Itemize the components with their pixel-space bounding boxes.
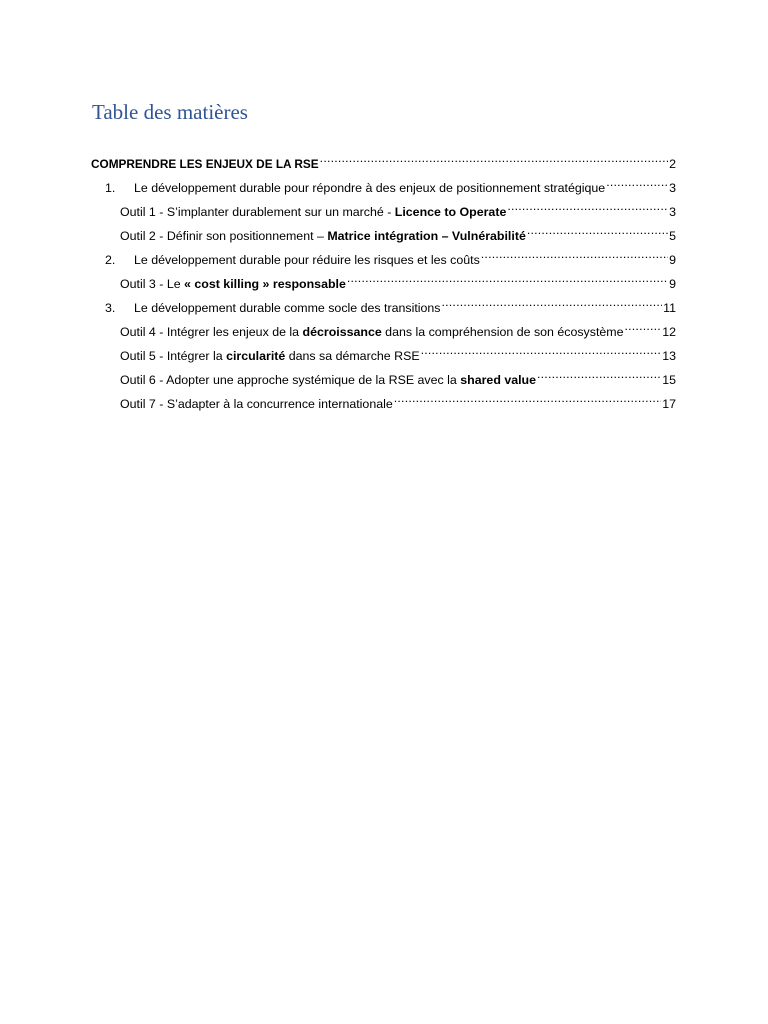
toc-page-number: 9	[669, 253, 676, 267]
toc-entry[interactable]	[120, 196, 676, 219]
dot-leader	[481, 244, 668, 264]
dot-leader	[442, 292, 663, 312]
toc-entry[interactable]	[120, 220, 676, 243]
toc-entry[interactable]	[120, 316, 676, 339]
toc-page-number: 2	[669, 157, 676, 171]
toc-entry-label: Outil 6 - Adopter une approche systémique de la RSE avec la shared value	[120, 373, 537, 387]
toc-entry-number: 3.	[105, 301, 116, 315]
dot-leader	[347, 268, 668, 288]
toc-page-number: 13	[662, 349, 676, 363]
dot-leader	[625, 316, 662, 336]
toc-page-number: 15	[662, 373, 676, 387]
toc-page-number: 17	[662, 397, 676, 411]
dot-leader	[606, 172, 668, 192]
toc-entry-label: COMPRENDRE LES ENJEUX DE LA RSE	[91, 157, 319, 171]
toc-entry-label: Outil 3 - Le « cost killing » responsable	[120, 277, 346, 291]
dot-leader	[421, 340, 662, 360]
toc-entry-label: Le développement durable pour réduire les risques et les coûts	[134, 253, 480, 267]
toc-page-number: 3	[669, 205, 676, 219]
dot-leader	[394, 388, 661, 408]
toc-page-number: 5	[669, 229, 676, 243]
toc-page-number: 3	[669, 181, 676, 195]
toc-entry-label: Le développement durable pour répondre à des enjeux de positionnement stratégique	[134, 181, 606, 195]
dot-leader	[507, 196, 668, 216]
toc-entry-label: Outil 1 - S’implanter durablement sur un marché - Licence to Operate	[120, 205, 507, 219]
toc-entry[interactable]	[120, 268, 676, 291]
toc-entry[interactable]	[105, 172, 676, 195]
toc-entry[interactable]	[105, 244, 676, 267]
toc-entry[interactable]	[120, 388, 676, 411]
toc-entry-label: Le développement durable comme socle des transitions	[134, 301, 441, 315]
toc-entry[interactable]	[120, 340, 676, 363]
toc-entry-label: Outil 2 - Définir son positionnement – Matrice intégration – Vulnérabilité	[120, 229, 526, 243]
toc-entry[interactable]	[105, 292, 676, 315]
toc-page-number: 11	[663, 301, 676, 315]
toc-page-number: 12	[662, 325, 676, 339]
dot-leader	[537, 364, 661, 384]
toc-entry[interactable]	[91, 148, 676, 171]
toc-entry-label: Outil 4 - Intégrer les enjeux de la décroissance dans la compréhension de son écosystème	[120, 325, 624, 339]
dot-leader	[527, 220, 668, 240]
dot-leader	[320, 148, 668, 168]
toc-entry-number: 2.	[105, 253, 116, 267]
toc-entry-label: Outil 5 - Intégrer la circularité dans sa démarche RSE	[120, 349, 420, 363]
toc-entry-number: 1.	[105, 181, 116, 195]
toc-entry[interactable]	[120, 364, 676, 387]
toc-page-number: 9	[669, 277, 676, 291]
toc-title: Table des matières	[92, 100, 248, 124]
toc-entry-label: Outil 7 - S’adapter à la concurrence internationale	[120, 397, 393, 411]
